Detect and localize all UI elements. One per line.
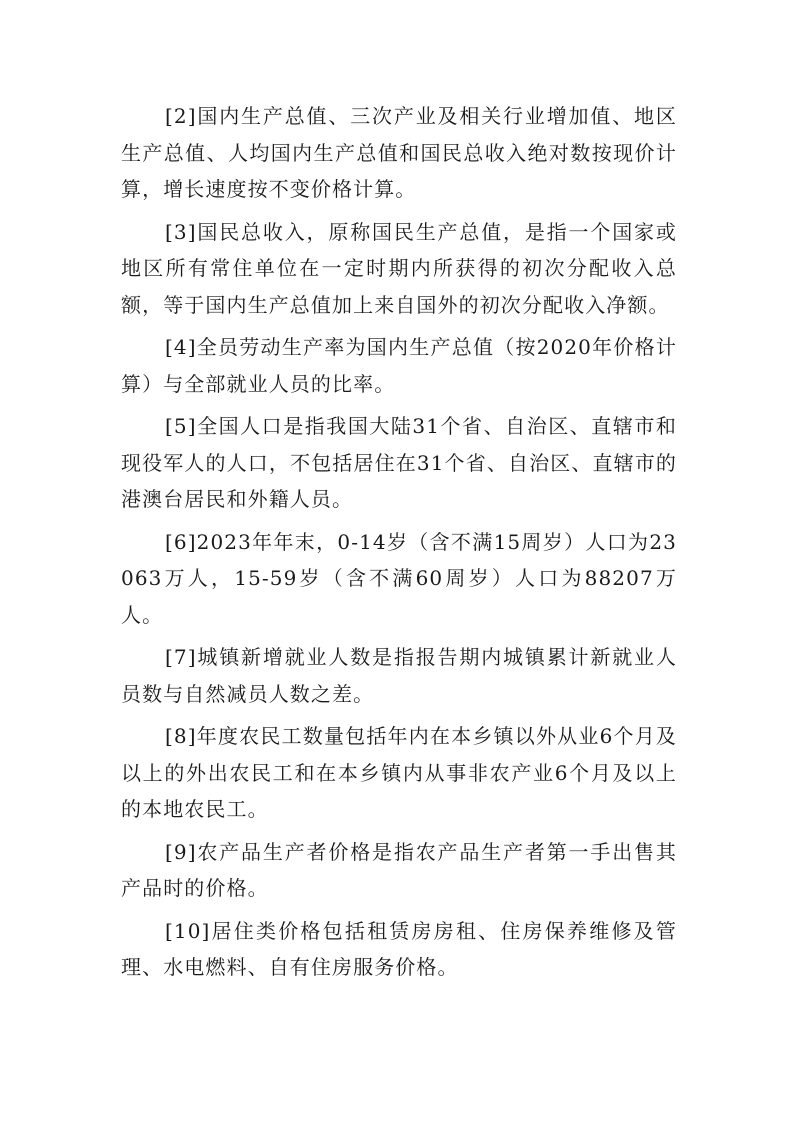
notes-body [121,98,677,992]
note-6: [6]2023年年末，0-14岁（含不满15周岁）人口为23063万人，15-59岁（含不满60周岁）人口为88207万人。 [121,529,677,627]
note-3: [3]国民总收入，原称国民生产总值，是指一个国家或地区所有常住单位在一定时期内所获得的初次分配收入总额，等于国内生产总值加上来自国外的初次分配收入净额。 [121,219,677,317]
note-9: [9]农产品生产者价格是指农产品生产者第一手出售其产品时的价格。 [121,839,677,900]
note-5: [5]全国人口是指我国大陆31个省、自治区、直辖市和现役军人的人口，不包括居住在31个省、自治区、直辖市的港澳台居民和外籍人员。 [121,414,677,511]
note-8: [8]年度农民工数量包括年内在本乡镇以外从业6个月及以上的外出农民工和在本乡镇内从事非农产业6个月及以上的本地农民工。 [121,724,677,821]
note-10: [10]居住类价格包括租赁房房租、住房保养维修及管理、水电燃料、自有住房服务价格。 [121,918,677,979]
note-4: [4]全员劳动生产率为国内生产总值（按2020年价格计算）与全部就业人员的比率。 [121,335,677,396]
note-7: [7]城镇新增就业人数是指报告期内城镇累计新就业人员数与自然减员人数之差。 [121,645,677,706]
note-2: [2]国内生产总值、三次产业及相关行业增加值、地区生产总值、人均国内生产总值和国民总收入绝对数按现价计算，增长速度按不变价格计算。 [121,104,677,201]
